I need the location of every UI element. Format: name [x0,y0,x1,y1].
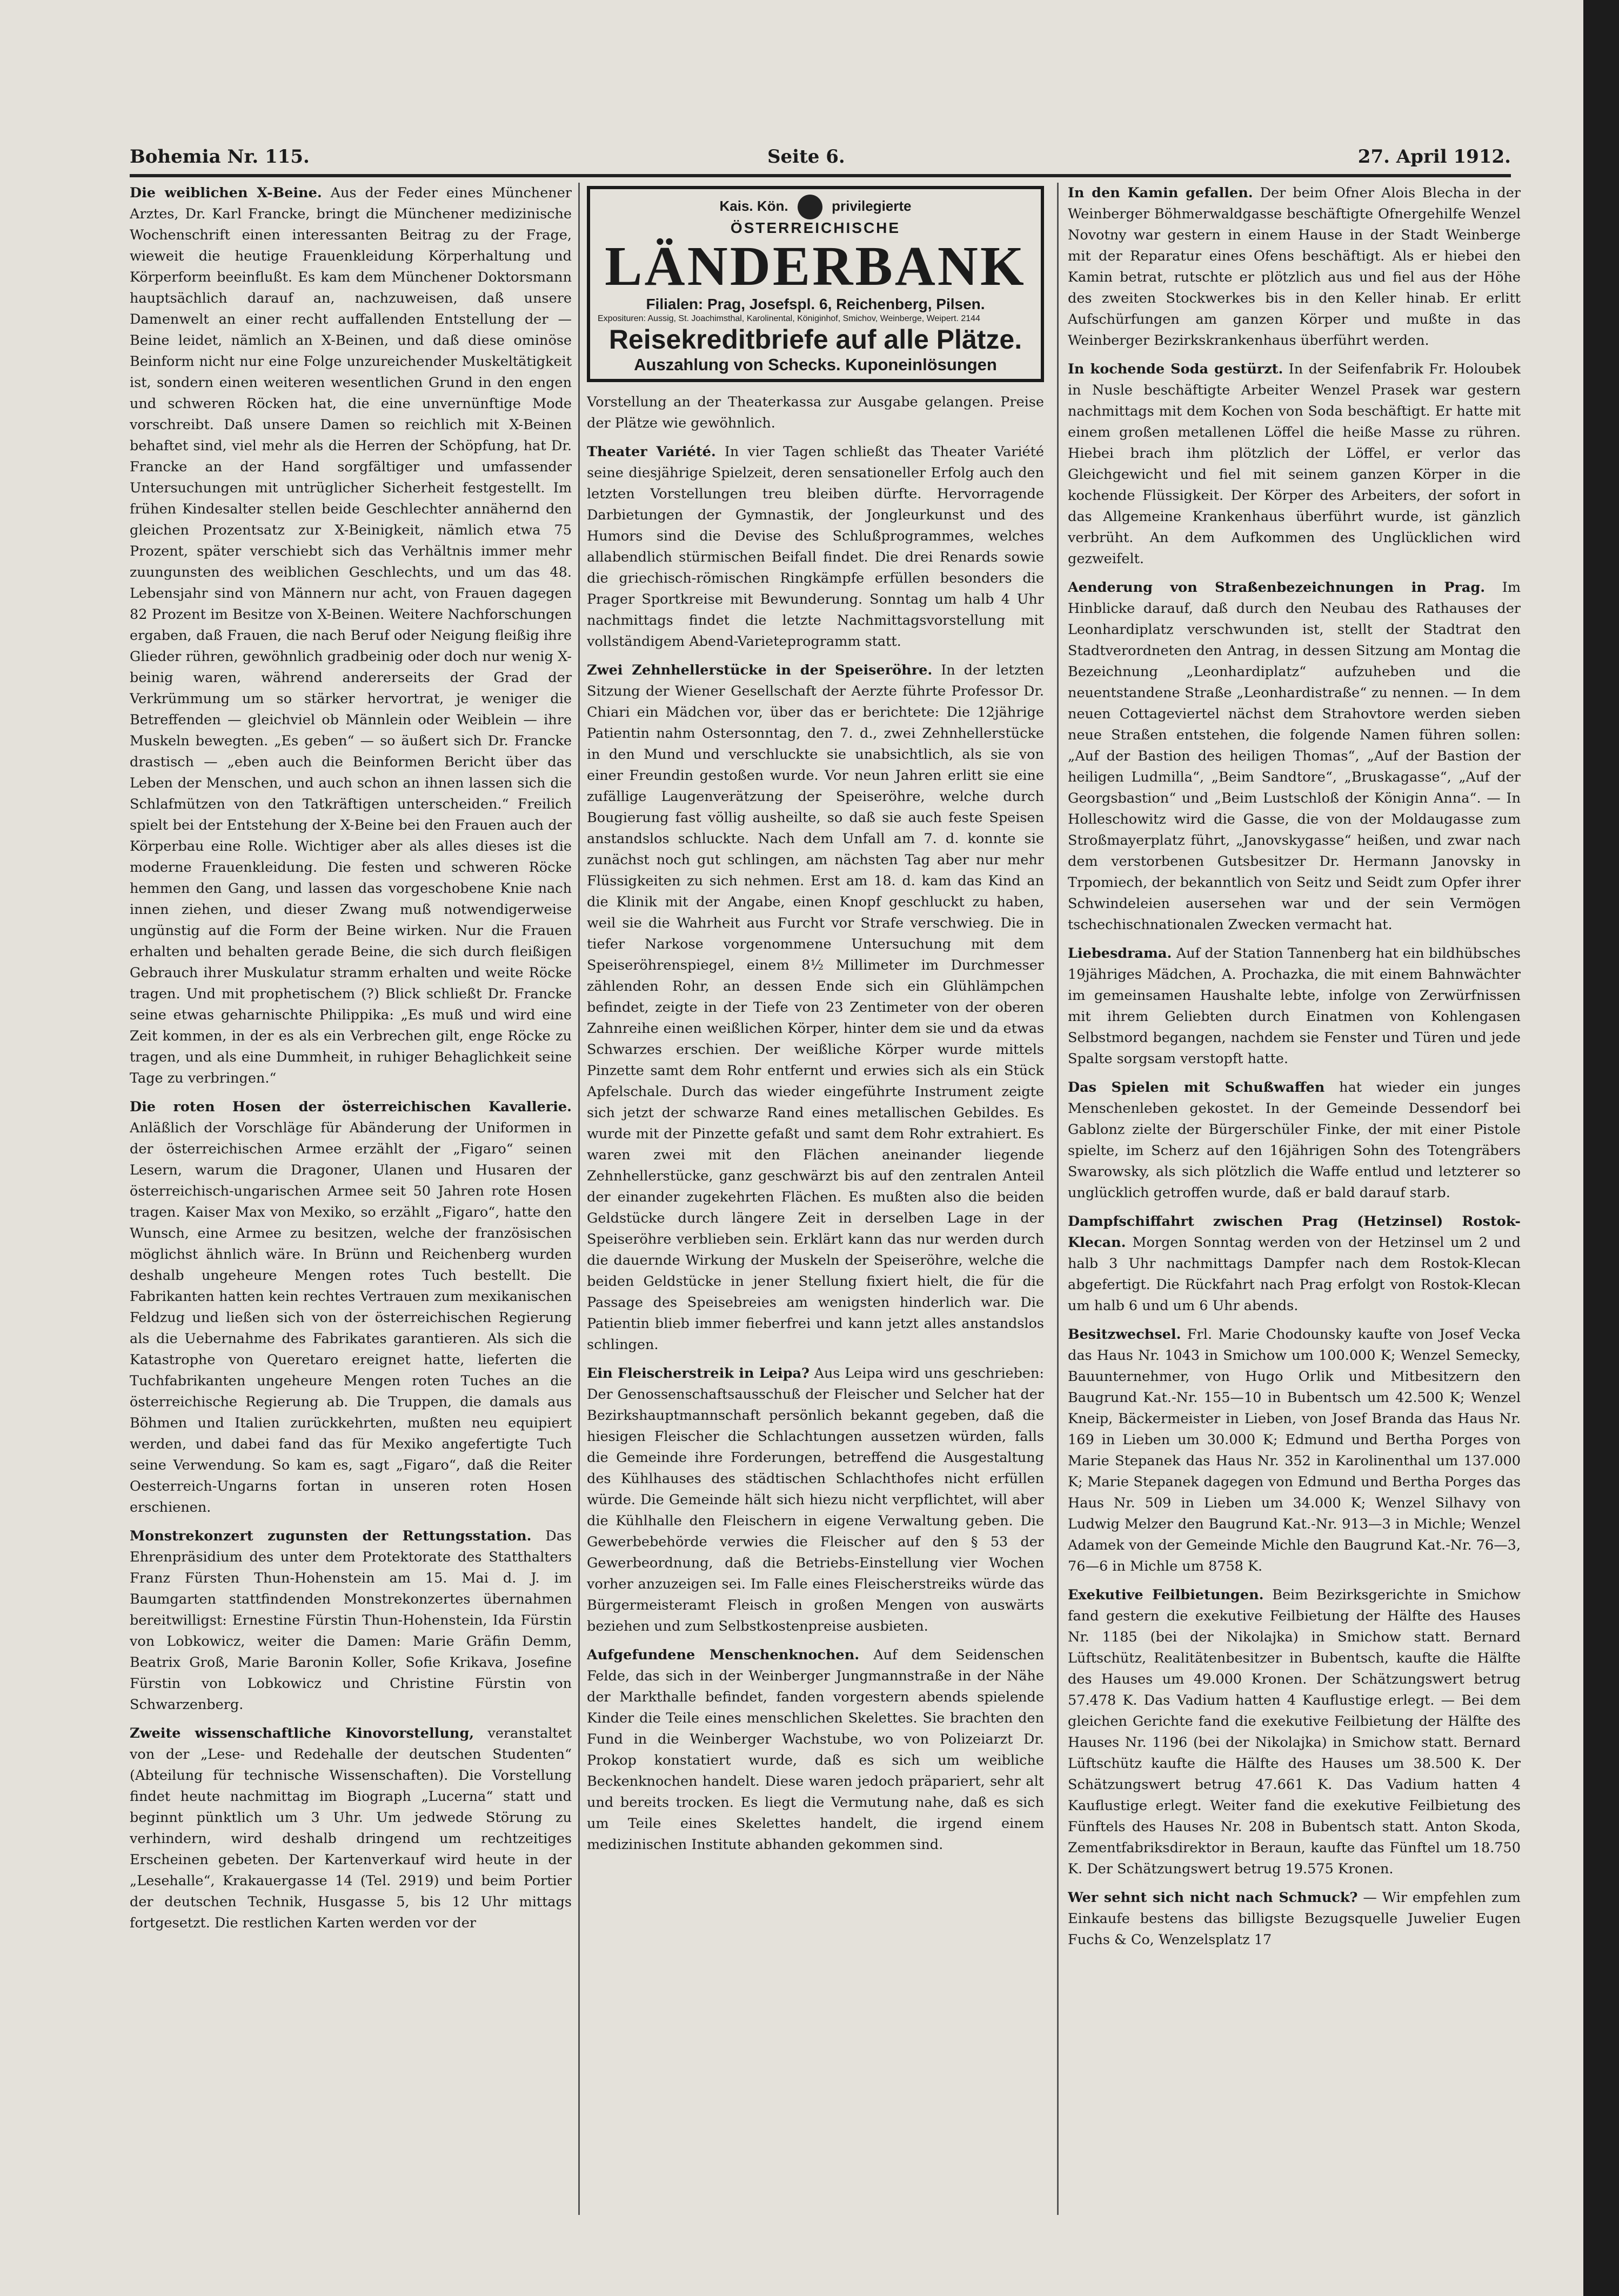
article [1068,1211,1521,1317]
article-text: — Wir empfehlen zum Einkaufe bestens das billigste Bezugsquelle Juwelier Eugen Fuchs & Co, Wenzelsplatz 17 [1068,1890,1521,1948]
article-headline: Liebesdrama. [1068,945,1172,962]
article-headline: Aenderung von Straßenbezeichnungen in Prag. [1068,579,1486,596]
article-text: Auf dem Seidenschen Felde, das sich in der Weinberger Jungmannstraße in der Nähe der Markthalle befindet, fanden vorgestern abends spielende Kinder die Teile eines menschlichen Skelettes. Sie brachten den Fund in die Weinberger Wachstube, wo von Polizeiarzt Dr. Prokop konstatiert wurde, daß es sich um weibliche Beckenknochen handelt. Diese waren jedoch präpariert, sehr alt und bereits trocken. Es liegt die Vermutung nahe, daß es sich um Teile eines Skelettes handelt, die irgend einem medizinischen Institute abhanden gekommen sind. [587,1646,1044,1853]
ad-privilegierte: privilegierte [832,197,912,214]
column-2 [587,183,1044,2215]
article [587,1363,1044,1637]
article-headline: In den Kamin gefallen. [1068,185,1253,201]
article-text: In der letzten Sitzung der Wiener Gesellschaft der Aerzte führte Professor Dr. Chiari ein Mädchen vor, über das er berichtete: Die 12jährige Patientin nahm Ostersonntag, den 7. d., zwei Zehnhellerstücke in den Mund und verschluckte sie unabsichtlich, als sie von einer Freundin gestoßen wurde. Vor neun Jahren erlitt sie eine zufällige Laugenverätzung der Speiseröhre, welche durch Bougierung fast völlig ausheilte, so daß sie auch feste Speisen anstandslos schluckte. Nach dem Unfall am 7. d. konnte sie zunächst noch gut schlingen, am nächsten Tag aber nur mehr Flüssigkeiten zu sich nehmen. Erst am 18. d. kam das Kind an die Klinik mit der Angabe, einen Knopf geschluckt zu haben, weil sie die Wahrheit aus Furcht vor Strafe verschwieg. Die in tiefer Narkose vorgenommene Untersuchung mit dem Speiseröhrenspiegel, einem 8½ Millimeter im Durchmesser zählenden Rohr, an dessen Ende sich ein Glühlämpchen befindet, zeigte in der Tiefe von 23 Zentimeter von der oberen Zahnreihe einen weißlichen Körper, hinter dem sie und da etwas Schwarzes erschien. Der weißliche Körper wurde mittels Pinzette samt dem Rohr entfernt und erwies sich als ein Stück Apfelschale. Durch das wieder eingeführte Instrument zeigte sich jetzt der schwarze Rand eines metallischen Gebildes. Es wurde mit der Pinzette gefaßt und samt dem Rohr extrahiert. Es waren zwei mit den Flächen aneinander liegende Zehnhellerstücke, ganz geschwärzt bis auf den zentralen Anteil der einander zugekehrten Flächen. Es mußten also die beiden Geldstücke durch längere Zeit in derselben Lage in der Speiseröhre verblieben sein. Erklärt kann das nur werden durch die dauernde Wirkung der Muskeln der Speiseröhre, welche die beiden Geldstücke in jener Stellung fixiert hielt, die für die Passage des Speisebreies am wenigsten hinderlich war. Die Patientin blieb immer fieberfrei und kann jetzt alles anstandslos schlingen. [587,662,1044,1353]
column-rule [578,183,580,2215]
article-text: hat wieder ein junges Menschenleben gekostet. In der Gemeinde Dessendorf bei Gablonz zielte der Bürgerschüler Finke, der mit einer Pistole spielte, im Scherz auf den 16jährigen Sohn des Totengräbers Swarowsky, als sich plötzlich die Waffe entlud und letzterer so unglücklich getroffen wurde, daß er bald darauf starb. [1068,1079,1521,1201]
article-headline: Zwei Zehnhellerstücke in der Speiseröhre. [587,662,933,678]
article [1068,577,1521,936]
article [1068,943,1521,1070]
ad-exposituren: Exposituren: Aussig, St. Joachimsthal, Karolinental, Königinhof, Smichov, Weinberge, Weipert. [598,313,959,323]
column-rule [1057,183,1059,2215]
page-number: Seite 6. [767,146,845,168]
article [1068,1887,1521,1951]
ad-ref-number: 2144 [961,313,980,323]
article-text: Aus der Feder eines Münchener Arztes, Dr. Karl Francke, bringt die Münchener medizinische Wochenschrift einen interessanten Beitrag zu der Frage, wieweit die heutige Frauenkleidung Körperhaltung und Körperform beeinflußt. Es kam dem Münchener Doktorsmann hauptsächlich darauf an, nachzuweisen, daß unsere Damenwelt an einer recht auffallenden Entstellung der — Beine leidet, nämlich an X-Beinen, und daß diese ominöse Beinform nicht nur eine Folge unzureichender Muskeltätigkeit ist, sondern einen weiteren wesentlichen Grund in den engen und schweren Röcken hat, die eine unvernünftige Mode vorschreibt. Daß unsere Damen so reichlich mit X-Beinen behaftet sind, viel mehr als die Herren der Schöpfung, hat Dr. Francke an der Hand sorgfältiger und umfassender Untersuchungen mit untrüglicher Sicherheit festgestellt. Im frühen Kindesalter stellen beide Geschlechter annähernd den gleichen Prozentsatz zur X-Beinigkeit, nämlich etwa 75 Prozent, später verschiebt sich das Verhältnis immer mehr zuungunsten des weiblichen Geschlechts, und um das 48. Lebensjahr sind von Männern nur acht, von Frauen dagegen 82 Prozent im Besitze von X-Beinen. Weitere Nachforschungen ergaben, daß Frauen, die nach Beruf oder Neigung fleißig ihre Glieder rühren, gewöhnlich gradbeinig oder doch nur wenig X-beinig waren, während andererseits der Grad der Verkrümmung um so stärker hervortrat, je weniger die Betreffenden — gleichviel ob Männlein oder Weiblein — ihre Muskeln bewegten. „Es geben“ — so äußert sich Dr. Francke drastisch — „eben auch die Beinformen Bericht über das Leben der Menschen, und auch schon an ihnen lassen sich die Schlafmützen von den Tatkräftigen unterscheiden.“ Freilich spielt bei der Entstehung der X-Beine bei den Frauen auch der Körperbau eine Rolle. Wichtiger aber als alles dieses ist die moderne Frauenkleidung. Die festen und schweren Röcke hemmen den Gang, und lassen das vorgeschobene Knie nach innen ziehen, und dieser Zwang muß notwendigerweise ungünstig auf die Form der Beine wirken. Nur die Frauen erhalten und behalten gerade Beine, die sich durch fleißigen Gebrauch ihrer Muskulatur stramm erhalten und weite Röcke tragen. Und mit prophetischem (?) Blick schließt Dr. Francke seine etwas geharnischte Philippika: „Es muß und wird eine Zeit kommen, in der es als ein Verbrechen gilt, enge Röcke zu tragen, und als eine Dummheit, in ruhiger Behaglichkeit seine Tage zu verbringen.“ [130,185,572,1086]
header-rule [130,174,1511,177]
column-3 [1068,183,1521,2215]
article [587,442,1044,652]
article-text: In der Seifenfabrik Fr. Holoubek in Nusle beschäftigte Arbeiter Wenzel Prasek war gestern nachmittags mit dem Kochen von Soda beschäftigt. Er hatte mit einem großen metallenen Löffel die heiße Masse zu rühren. Hiebei brach ihm plötzlich der Löffel, er verlor das Gleichgewicht und fiel mit seinem ganzen Körper in die kochende Flüssigkeit. Der Körper des Arbeiters, der sofort in das Allgemeine Krankenhaus überführt wurde, ist gänzlich verbrüht. An dem Aufkommen des Unglücklichen wird gezweifelt. [1068,361,1521,567]
article [1068,1077,1521,1204]
ad-slogan: Reisekreditbriefe auf alle Plätze. [608,324,1022,355]
issue-number: Bohemia Nr. 115. [130,146,310,168]
article-text: Morgen Sonntag werden von der Hetzinsel um 2 und halb 3 Uhr nachmittags Dampfer nach dem Rostok-Klecan abgefertigt. Die Rückfahrt nach Prag erfolgt von Rostok-Klecan um halb 6 und um 6 Uhr abends. [1068,1234,1521,1314]
article-text: Der beim Ofner Alois Blecha in der Weinberger Böhmerwaldgasse beschäftigte Ofnergehilfe Wenzel Novotny war gestern in einem Hause in der Stadt Weinberge mit der Reparatur eines Ofens beschäftigt. Als er hiebei den Kamin betrat, rutschte er plötzlich aus und fiel aus der Höhe des zweiten Stockwerkes bis in den Keller hinab. Er erlitt Aufschürfungen am ganzen Körper und mußte in das Weinberger Bezirkskrankenhaus überführt werden. [1068,185,1521,349]
issue-date: 27. April 1912. [1357,146,1511,168]
article [130,1097,572,1518]
article-headline: Dampfschiffahrt zwischen Prag (Hetzinsel) Rostok-Klecan. [1068,1213,1521,1251]
article-headline: Exekutive Feilbietungen. [1068,1587,1264,1603]
article-text: Frl. Marie Chodounsky kaufte von Josef Vecka das Haus Nr. 1043 in Smichow um 100.000 K; Wenzel Semecky, Bauunternehmer, von Hugo Orlik und Mitbesitzern den Baugrund Kat.-Nr. 155—10 in Bubentsch um 42.500 K; Wenzel Kneip, Bäckermeister in Lieben, von Josef Branda das Haus Nr. 169 in Lieben um 30.000 K; Edmund und Bertha Porges von Marie Stepanek das Haus Nr. 352 in Karolinenthal um 137.000 K; Marie Stepanek dagegen von Edmund und Bertha Porges das Haus Nr. 509 in Lieben um 34.000 K; Wenzel Silhavy von Ludwig Melzer den Baugrund Kat.-Nr. 913—3 in Michle; Wenzel Adamek von der Gemeinde Michle den Baugrund Kat.-Nr. 76—3, 76—6 in Michle um 8758 K. [1068,1326,1521,1574]
article-text: Aus Leipa wird uns geschrieben: Der Genossenschaftsausschuß der Fleischer und Selcher hat der Bezirkshauptmannschaft persönlich bekannt gegeben, daß die hiesigen Fleischer die Schlachtungen aussetzen würden, falls die Gemeinde ihre Forderungen, betreffend die Ausgestaltung des Kühlhauses des städtischen Schlachthofes nicht erfüllen würde. Die Gemeinde hält sich hiezu nicht verpflichtet, will aber die Kühlhalle den Fleischern in eigene Verwaltung geben. Die Gewerbebehörde verwies die Fleischer auf den § 53 der Gewerbeordnung, daß die Betriebs-Einstellung vier Wochen vorher anzuzeigen sei. Im Falle eines Fleischerstreiks würde das Bürgermeisteramt Fleisch in großen Mengen von auswärts beziehen und zum Selbstkostenpreise ausbieten. [587,1365,1044,1634]
eagle-emblem-icon [798,195,822,219]
article [1068,183,1521,351]
page-header [130,142,1511,174]
article [130,1723,572,1934]
laenderbank-advertisement [587,186,1044,382]
column-2-articles [587,392,1044,1856]
article-text: veranstaltet von der „Lese- und Redehalle der deutschen Studenten“ (Abteilung für technische Wissenschaften). Die Vorstellung findet heute nachmittag im Biograph „Lucerna“ statt und beginnt pünktlich um 3 Uhr. Um jedwede Störung zu verhindern, wird deshalb dringend um rechtzeitiges Erscheinen gebeten. Der Kartenverkauf wird heute in der „Lesehalle“, Krakauergasse 14 (Tel. 2919) und beim Portier der deutschen Technik, Husgasse 5, bis 12 Uhr mittags fortgesetzt. Die restlichen Karten werden vor der [130,1725,572,1931]
article-text: In vier Tagen schließt das Theater Variété seine diesjährige Spielzeit, deren sensationeller Erfolg auch den letzten Vorstellungen treu bleiben dürfte. Hervorragende Darbietungen der Gymnastik, der Jongleurkunst und des Humors sind die Devise des Schlußprogrammes, welches allabendlich stürmischen Beifall findet. Die drei Renards sowie die griechisch-römischen Ringkämpfe erfüllen besonders die Prager Sportkreise mit Bewunderung. Sonntag um halb 4 Uhr nachmittags findet die letzte Nachmittagsvorstellung mit vollständigem Abend-Varieteprogramm statt. [587,443,1044,650]
article-headline: Die roten Hosen der österreichischen Kavallerie. [130,1099,572,1115]
article-headline: In kochende Soda gestürzt. [1068,361,1283,377]
article-headline: Besitzwechsel. [1068,1326,1181,1343]
ad-kais-kon: Kais. Kön. [719,197,788,214]
article-text: Auf der Station Tannenberg hat ein bildhübsches 19jähriges Mädchen, A. Prochazka, die mit einem Bahnwächter im gemeinsamen Haushalte lebte, infolge von Zerwürfnissen mit ihrem Geliebten durch Einatmen von Kohlengasen Selbstmord begangen, nachdem sie Fenster und Türen und jede Spalte sorgsam verstopft hatte. [1068,945,1521,1067]
article-text: Vorstellung an der Theaterkassa zur Ausgabe gelangen. Preise der Plätze wie gewöhnlich. [587,393,1044,431]
ad-oesterreichische: ÖSTERREICHISCHE [730,219,901,236]
article [587,660,1044,1356]
article [1068,359,1521,570]
ad-bank-name: LÄNDERBANK [605,235,1026,298]
article [587,1645,1044,1856]
article [587,392,1044,434]
article-text: Im Hinblicke darauf, daß durch den Neubau des Rathauses der Leonhardiplatz verschwunden ist, stellt der Stadtrat den Stadtverordneten den Antrag, in dessen Sitzung am Montag die Bezeichnung „Leonhardiplatz“ aufzuheben und die neuentstandene Straße „Leonhardistraße“ zu nennen. — In dem neuen Cottageviertel nächst dem Strahovtore werden sieben neue Straßen entstehen, die folgende Namen führen sollen: „Auf der Bastion des heiligen Thomas“, „Auf der Bastion der heiligen Ludmilla“, „Beim Sandtore“, „Bruskagasse“, „Auf der Georgsbastion“ und „Beim Lustschloß der Königin Anna“. — In Holleschowitz wird die Gasse, die von der Moldaugasse zum Stroßmayerplatz führt, „Janovskygasse“ heißen, und zwar nach dem verstorbenen Gutsbesitzer Dr. Hermann Janovsky in Trpomiech, der bekanntlich von Seitz und Seidt zum Opfer ihrer Schwindeleien ausersehen war und der sein Vermögen tschechischnationalen Zwecken vermacht hat. [1068,579,1521,933]
article-text: Das Ehrenpräsidium des unter dem Protektorate des Statthalters Franz Fürsten Thun-Hohenstein am 15. Mai d. J. im Baumgarten stattfindenden Monstrekonzertes übernahmen bereitwilligst: Ernestine Fürstin Thun-Hohenstein, Ida Fürstin von Lobkowicz, weiter die Damen: Marie Gräfin Demm, Beatrix Groß, Marie Baronin Koller, Sofie Krikava, Josefine Fürstin von Lobkowicz und Christine Fürstin von Schwarzenberg. [130,1528,572,1713]
column-1 [130,183,572,2215]
article-headline: Zweite wissenschaftliche Kinovorstellung, [130,1725,474,1741]
article-headline: Monstrekonzert zugunsten der Rettungsstation. [130,1528,532,1544]
article-headline: Die weiblichen X-Beine. [130,185,322,201]
article [1068,1585,1521,1880]
article [130,1526,572,1716]
article [1068,1324,1521,1577]
article-headline: Wer sehnt sich nicht nach Schmuck? [1068,1890,1358,1906]
scan-edge [1583,0,1619,2296]
article [130,183,572,1089]
ad-filialen: Filialen: Prag, Josefspl. 6, Reichenberg, Pilsen. [646,296,985,313]
ad-subline: Auszahlung von Schecks. Kuponeinlösungen [634,355,997,375]
article-headline: Aufgefundene Menschenknochen. [587,1646,860,1663]
article-headline: Das Spielen mit Schußwaffen [1068,1079,1325,1096]
article-headline: Theater Variété. [587,443,716,460]
article-text: Beim Bezirksgerichte in Smichow fand gestern die exekutive Feilbietung der Hälfte des Hauses Nr. 1185 (bei der Nikolajka) in Smichow statt. Bernard Lüftschütz, Realitätenbesitzer in Bubentsch, kaufte die Hälfte des Hauses um 49.000 Kronen. Der Schätzungswert betrug 57.478 K. Das Vadium hatten 4 Kauflustige erlegt. — Bei dem gleichen Gerichte fand die exekutive Feilbietung der Hälfte des Hauses Nr. 1196 (bei der Nikolajka) in Smichow statt. Bernard Lüftschütz kaufte die Hälfte des Hauses um 38.500 K. Der Schätzungswert betrug 47.661 K. Das Vadium hatten 4 Kauflustige erlegt. Weiter fand die exekutive Feilbietung des Fünftels des Hauses Nr. 208 in Bubentsch statt. Anton Skoda, Zementfabriksdirektor in Beraun, kaufte das Fünftel um 18.750 K. Der Schätzungswert betrug 19.575 Kronen. [1068,1587,1521,1877]
article-text: Anläßlich der Vorschläge für Abänderung der Uniformen in der österreichischen Armee erzählt der „Figaro“ seinen Lesern, warum die Dragoner, Ulanen und Husaren der österreichisch-ungarischen Armee seit 50 Jahren rote Hosen tragen. Kaiser Max von Mexiko, so erzählt „Figaro“, hatte den Wunsch, eine Armee zu besitzen, welche der französischen möglichst ähnlich wäre. In Brünn und Reichenberg wurden deshalb ungeheure Mengen rotes Tuch bestellt. Die Fabrikanten hatten kein rechtes Vertrauen zum mexikanischen Feldzug und ließen sich von der österreichischen Regierung als die Uebernahme des Fabrikates garantieren. Als sich die Katastrophe von Queretaro ereignet hatte, lieferten die Tuchfabrikanten ungeheure Mengen roten Tuches an die österreichische Regierung ab. Die Truppen, die damals aus Böhmen und Italien zurückkehrten, mußten neu equipiert werden, und dabei fand das für Mexiko angefertigte Tuch seine Verwendung. So kam es, sagt „Figaro“, daß die Reiter Oesterreich-Ungarns fortan in unseren roten Hosen erschienen. [130,1120,572,1516]
article-headline: Ein Fleischerstreik in Leipa? [587,1365,810,1381]
